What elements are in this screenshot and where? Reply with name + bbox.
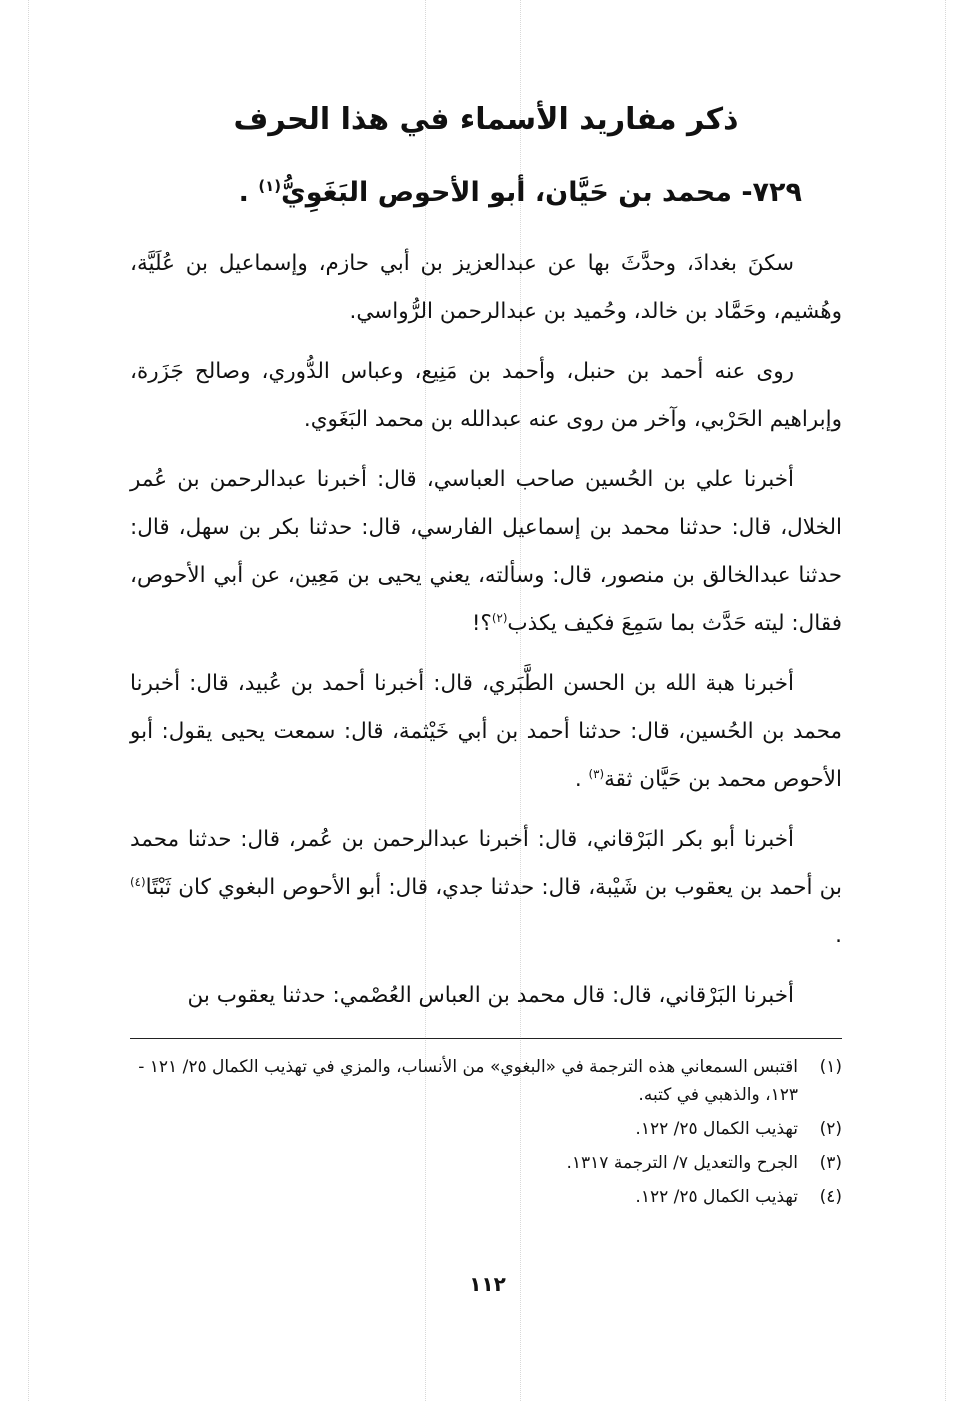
footnote-number: (٤): [819, 1187, 842, 1208]
footnote-number: (٢): [819, 1119, 842, 1140]
page-body: [130, 100, 842, 1217]
footnote-text: تهذيب الكمال ٢٥/ ١٢٢.: [635, 1187, 798, 1208]
paragraph-end: .: [835, 923, 842, 949]
footnotes: [130, 1038, 842, 1211]
footnote-text: اقتبس السمعاني هذه الترجمة في «البغوي» من الأنساب، والمزي في تهذيب الكمال ٢٥/ ١٢١ - ١٢٣، والذهبي في كتبه.: [138, 1057, 798, 1106]
footnote: [130, 1149, 842, 1177]
scan-artifact-line: [945, 0, 946, 1401]
scan-artifact-line: [28, 0, 29, 1401]
paragraph-text: أخبرنا البَرْقاني، قال: قال محمد بن العباس العُصْمي: حدثنا يعقوب بن: [187, 983, 794, 1009]
paragraph-end: .: [574, 767, 589, 793]
paragraph-text: أخبرنا هبة الله بن الحسن الطَّبَري، قال: أخبرنا أحمد بن عُبيد، قال: أخبرنا محمد بن الحُسين، قال: حدثنا أحمد بن أبي خَيْثمة، قال: سمعت يحيى يقول: أبو الأحوص محمد بن حَيَّان ثقة: [130, 671, 842, 793]
footnote: [130, 1183, 842, 1211]
footnote-ref: (١): [258, 177, 281, 195]
footnote-ref: (٣): [588, 766, 605, 781]
paragraph: [130, 348, 842, 444]
paragraph-end: ؟!: [471, 611, 492, 637]
footnote: [130, 1115, 842, 1143]
footnote-number: (٣): [819, 1153, 842, 1174]
footnote-ref: (٢): [491, 610, 508, 625]
paragraph: [130, 816, 842, 960]
paragraph-text: أخبرنا علي بن الحُسين صاحب العباسي، قال: أخبرنا عبدالرحمن بن عُمر الخلال، قال: حدثنا محمد بن إسماعيل الفارسي، قال: حدثنا بكر بن سهل، قال: حدثنا عبدالخالق بن منصور، قال: وسألته، يعني يحيى بن مَعِين، عن أبي الأحوص، فقال: ليته حَدَّث بما سَمِعَ فكيف يكذب: [130, 467, 842, 637]
footnote-text: تهذيب الكمال ٢٥/ ١٢٢.: [635, 1119, 798, 1140]
paragraph-text: أخبرنا أبو بكر البَرْقاني، قال: أخبرنا عبدالرحمن بن عُمر، قال: حدثنا محمد بن أحمد بن يعقوب بن شَيْبة، قال: حدثنا جدي، قال: أبو الأحوص البغوي كان ثَبْتًا: [130, 827, 842, 901]
paragraph: [130, 456, 842, 648]
page-number: ١١٢: [469, 1272, 506, 1296]
footnote-ref: (٤): [130, 874, 146, 889]
entry-heading-text: ٧٢٩- محمد بن حَيَّان، أبو الأحوص البَغَوِيُّ: [280, 177, 802, 208]
footnote: [130, 1053, 842, 1109]
paragraph: [130, 972, 842, 1020]
entry-heading: [130, 175, 842, 210]
footnote-text: الجرح والتعديل ٧/ الترجمة ١٣١٧.: [566, 1153, 798, 1174]
paragraph: [130, 660, 842, 804]
paragraph-text: روى عنه أحمد بن حنبل، وأحمد بن مَنِيع، وعباس الدُّوري، وصالح جَزَرة، وإبراهيم الحَرْبي، وآخر من روى عنه عبدالله بن محمد البَغَوي.: [130, 359, 842, 433]
paragraph: [130, 240, 842, 336]
footnote-number: (١): [819, 1057, 842, 1078]
entry-heading-end: .: [238, 177, 259, 208]
paragraph-text: سكنَ بغدادَ، وحدَّثَ بها عن عبدالعزيز بن أبي حازم، وإسماعيل بن عُلَيَّة، وهُشيم، وحَمَّاد بن خالد، وحُميد بن عبدالرحمن الرُّواسي.: [130, 251, 842, 325]
section-heading: ذكر مفاريد الأسماء في هذا الحرف: [233, 102, 739, 137]
